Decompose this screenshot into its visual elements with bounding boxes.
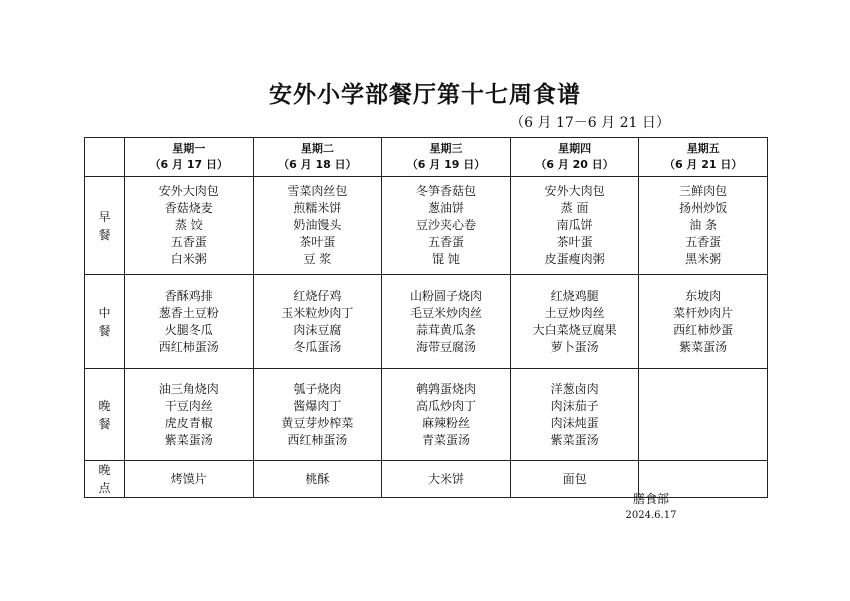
dish-cell xyxy=(510,275,639,369)
dish-item: 扬州炒饭 xyxy=(679,201,728,215)
day-header-fri xyxy=(639,138,768,177)
dish-item: 蒜茸黄瓜条 xyxy=(415,322,476,337)
dish-item: 鹌鹑蛋烧肉 xyxy=(415,381,476,396)
dish-item: 虎皮青椒 xyxy=(164,415,213,430)
dish-item: 蒸 饺 xyxy=(174,218,203,232)
dish-cell xyxy=(382,275,511,369)
dish-item: 五香蛋 xyxy=(170,235,207,249)
dish-item: 冬瓜蛋汤 xyxy=(293,339,342,354)
dish-item: 蒸 面 xyxy=(560,201,589,215)
dish-item: 豆沙夹心卷 xyxy=(415,218,476,232)
day-name: 星期二 xyxy=(300,142,334,155)
dish-item: 茶叶蛋 xyxy=(299,235,336,249)
dish-cell xyxy=(510,369,639,461)
dish-cell xyxy=(253,461,382,498)
dish-cell xyxy=(382,461,511,498)
dish-item: 烤馍片 xyxy=(170,471,207,486)
day-header-wed xyxy=(382,138,511,177)
dish-cell xyxy=(253,177,382,275)
dish-cell xyxy=(125,177,254,275)
dish-item: 奶油馒头 xyxy=(293,218,342,232)
issue-date: 2024.6.17 xyxy=(625,510,677,521)
dish-cell xyxy=(382,369,511,461)
dish-item: 海带豆腐汤 xyxy=(415,339,476,354)
meal-label-char: 早 xyxy=(98,209,111,224)
dish-item: 葱油饼 xyxy=(427,201,464,215)
dish-item: 三鲜肉包 xyxy=(679,184,728,198)
meal-label-snack xyxy=(85,461,125,498)
day-name: 星期一 xyxy=(172,142,206,155)
day-name: 星期五 xyxy=(686,142,720,155)
dish-item: 西红柿蛋汤 xyxy=(158,339,219,354)
dish-item: 面包 xyxy=(562,471,587,486)
dish-item: 油 条 xyxy=(689,218,718,232)
dish-item: 酱爆肉丁 xyxy=(293,398,342,413)
dish-item: 五香蛋 xyxy=(427,235,464,249)
meal-label-char: 晚 xyxy=(98,398,111,413)
dish-item: 五香蛋 xyxy=(685,235,722,249)
department-signature: 膳食部 xyxy=(632,492,669,506)
day-date: （6 月 21 日） xyxy=(663,158,743,171)
dish-item: 冬笋香菇包 xyxy=(415,184,476,198)
corner-cell xyxy=(85,138,125,177)
dish-cell xyxy=(510,177,639,275)
day-header-mon xyxy=(125,138,254,177)
dish-item: 红烧鸡腿 xyxy=(550,288,599,303)
page-title: 安外小学部餐厅第十七周食谱 xyxy=(269,82,581,108)
meal-label-dinner xyxy=(85,369,125,461)
meal-label-char: 晚 xyxy=(98,463,111,477)
dish-item: 紫菜蛋汤 xyxy=(550,432,599,447)
dish-item: 皮蛋瘦肉粥 xyxy=(544,252,605,266)
meal-label-char: 餐 xyxy=(98,227,111,242)
day-date: （6 月 19 日） xyxy=(406,158,486,171)
meal-label-breakfast xyxy=(85,177,125,275)
dish-item: 肉沫炖蛋 xyxy=(550,415,599,430)
dish-item: 雪菜肉丝包 xyxy=(287,184,348,198)
dish-item: 青菜蛋汤 xyxy=(421,432,470,447)
dish-item: 肉沫茄子 xyxy=(550,398,599,413)
day-header-row xyxy=(85,138,768,177)
dish-item: 茶叶蛋 xyxy=(556,235,593,249)
dish-cell xyxy=(253,275,382,369)
dish-item: 土豆炒肉丝 xyxy=(544,305,605,320)
dish-item: 玉米粒炒肉丁 xyxy=(281,305,354,320)
dish-item: 西红柿炒蛋 xyxy=(673,322,734,337)
weekly-menu-table xyxy=(84,137,768,498)
dish-item: 豆 浆 xyxy=(303,252,332,266)
dish-item: 麻辣粉丝 xyxy=(421,415,470,430)
dish-item: 紫菜蛋汤 xyxy=(679,339,728,354)
dish-item: 紫菜蛋汤 xyxy=(164,432,213,447)
lunch-row xyxy=(85,275,768,369)
dish-item: 馄 饨 xyxy=(432,252,460,266)
day-date: （6 月 18 日） xyxy=(278,158,357,171)
dish-cell xyxy=(639,177,768,275)
day-name: 星期四 xyxy=(558,142,592,155)
breakfast-row xyxy=(85,177,768,275)
dish-item: 菜杆炒肉片 xyxy=(673,305,734,320)
meal-label-char: 餐 xyxy=(98,323,111,338)
dish-item: 红烧仔鸡 xyxy=(293,288,342,303)
dish-item: 煎糯米饼 xyxy=(293,201,342,215)
dinner-row xyxy=(85,369,768,461)
dish-item: 干豆肉丝 xyxy=(164,398,213,413)
dish-item: 南瓜饼 xyxy=(556,218,593,232)
dish-item: 大米饼 xyxy=(427,471,464,486)
day-date: （6 月 17 日） xyxy=(149,158,229,171)
dish-item: 安外大肉包 xyxy=(158,184,219,198)
dish-cell xyxy=(125,275,254,369)
dish-cell xyxy=(639,275,768,369)
dish-cell xyxy=(639,369,768,461)
dish-item: 香酥鸡排 xyxy=(164,288,213,303)
dish-item: 山粉圆子烧肉 xyxy=(409,288,482,303)
dish-cell xyxy=(125,369,254,461)
dish-item: 白米粥 xyxy=(170,252,207,266)
dish-item: 黑米粥 xyxy=(685,252,722,266)
dish-cell xyxy=(125,461,254,498)
dish-item: 黄豆芽炒榨菜 xyxy=(281,415,354,430)
day-header-tue xyxy=(253,138,382,177)
dish-item: 西红柿蛋汤 xyxy=(287,432,348,447)
dish-item: 安外大肉包 xyxy=(544,184,605,198)
dish-item: 火腿冬瓜 xyxy=(164,322,213,337)
meal-label-char: 中 xyxy=(98,305,111,320)
day-header-thu xyxy=(510,138,639,177)
dish-item: 高瓜炒肉丁 xyxy=(415,398,476,413)
dish-item: 洋葱卤肉 xyxy=(550,381,599,396)
dish-cell xyxy=(382,177,511,275)
dish-item: 油三角烧肉 xyxy=(158,381,219,396)
meal-label-char: 餐 xyxy=(98,416,111,431)
day-name: 星期三 xyxy=(429,142,463,155)
day-date: （6 月 20 日） xyxy=(535,158,614,171)
dish-item: 香菇烧麦 xyxy=(164,201,213,215)
dish-item: 葱香土豆粉 xyxy=(158,305,219,320)
meal-label-lunch xyxy=(85,275,125,369)
dish-item: 大白菜烧豆腐果 xyxy=(532,322,617,337)
dish-item: 瓠子烧肉 xyxy=(293,381,342,396)
dish-item: 肉沫豆腐 xyxy=(293,322,342,337)
dish-item: 萝卜蛋汤 xyxy=(550,339,599,354)
meal-label-char: 点 xyxy=(98,481,111,495)
dish-item: 桃酥 xyxy=(305,471,330,486)
date-range-subtitle: （6 月 17－6 月 21 日） xyxy=(510,115,670,131)
dish-item: 东坡肉 xyxy=(685,288,722,303)
dish-item: 毛豆米炒肉丝 xyxy=(409,305,482,320)
dish-cell xyxy=(253,369,382,461)
